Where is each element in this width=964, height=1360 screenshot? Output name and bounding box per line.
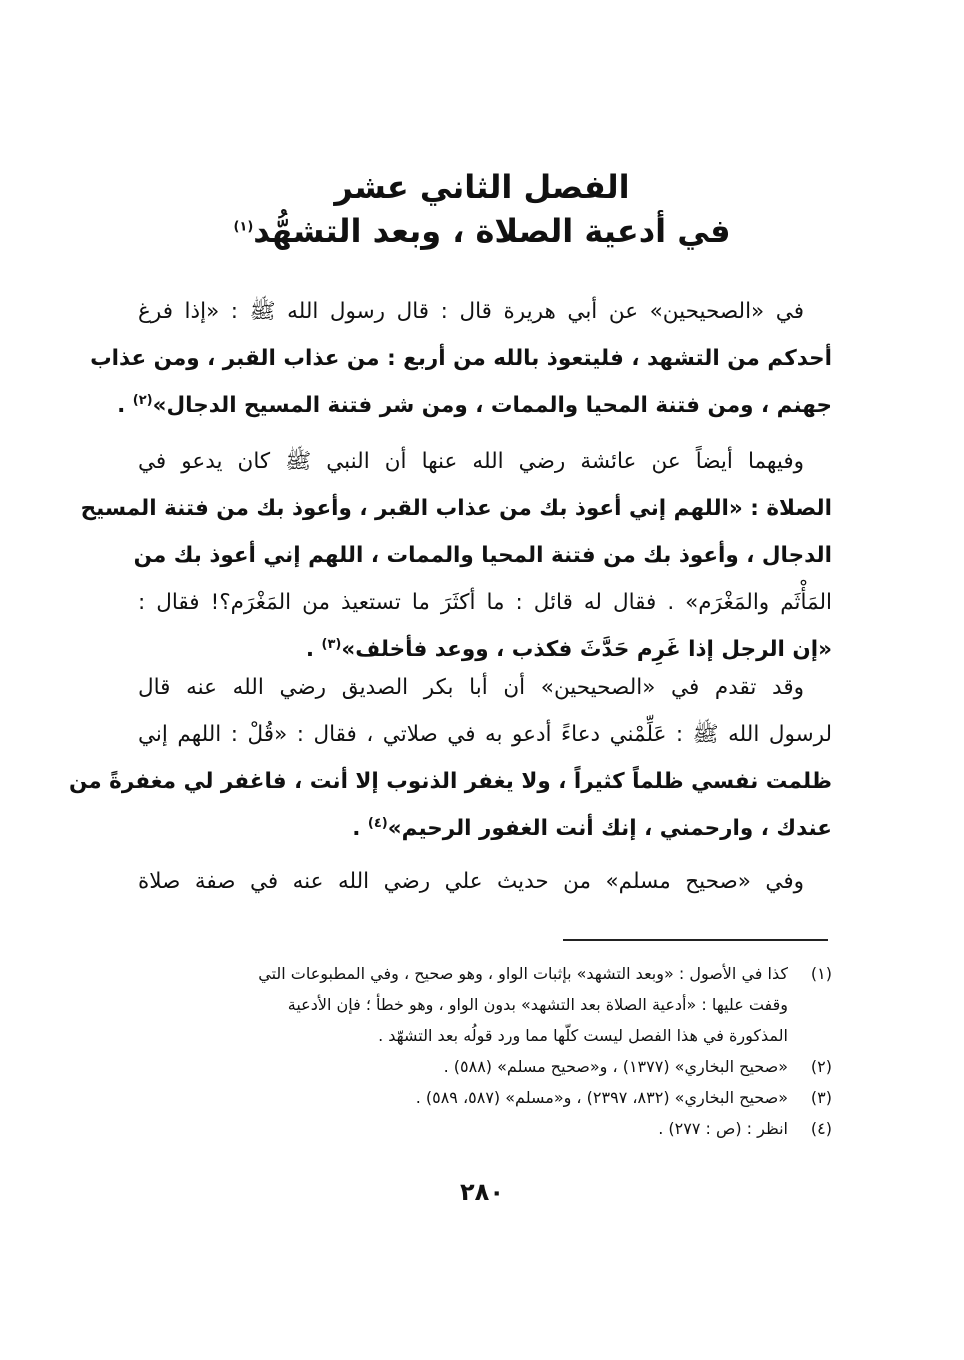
paragraph-3-line-3: ظلمت نفسي ظلماً كثيراً ، ولا يغفر الذنوب إلا أنت ، فاغفر لي مغفرةً من [68, 769, 832, 794]
chapter-subtitle [0, 212, 964, 250]
paragraph-2 [80, 438, 832, 673]
footnote-3 [138, 1082, 832, 1113]
footnotes [138, 958, 832, 1144]
paragraph-1-line-3-text: جهنم ، ومن فتنة المحيا والممات ، ومن شر فتنة المسيح الدجال» [152, 393, 832, 418]
footnote-4 [138, 1113, 832, 1144]
footnote-separator [563, 939, 828, 941]
footnote-1-cont [138, 989, 832, 1020]
footnote-ref-4: (٤) [367, 815, 388, 831]
paragraph-3-line-4-end: . [352, 816, 368, 841]
chapter-subtitle-text: في أدعية الصلاة ، وبعد التشهُّد [253, 212, 731, 250]
paragraph-1-line-3-end: . [117, 393, 133, 418]
paragraph-3-line-2: لرسول الله ﷺ : عَلِّمْني دعاءً أدعو به في صلاتي ، فقال : «قُلْ : اللهم إني [138, 722, 832, 747]
footnote-1 [138, 958, 832, 989]
footnote-text: «صحيح البخاري» (٨٣٢، ٢٣٩٧) ، و«مسلم» (٥٨٧، ٥٨٩) . [415, 1088, 788, 1107]
paragraph-4 [138, 858, 832, 905]
footnote-number: (٣) [810, 1088, 832, 1107]
footnote-text: انظر : (ص : ٢٧٧) . [658, 1119, 788, 1138]
paragraph-2-line-2: الصلاة : «اللهم إني أعوذ بك من عذاب القبر ، وأعوذ بك من فتنة المسيح [80, 496, 832, 521]
paragraph-3-line-1: وقد تقدم في «الصحيحين» أن أبا بكر الصديق رضي الله عنه قال [138, 675, 804, 700]
footnote-text: كذا في الأصول : «وبعد التشهد» بإثبات الواو ، وهو صحيح ، وفي المطبوعات التي [258, 964, 788, 983]
paragraph-3 [68, 664, 832, 852]
paragraph-3-line-4-text: عندك ، وارحمني ، إنك أنت الغفور الرحيم» [387, 816, 832, 841]
footnote-2 [138, 1051, 832, 1082]
paragraph-2-line-4: المَأْثَم والمَغْرَم» . فقال له قائل : ما أكثَرَ ما تستعيذ من المَغْرَم؟! فقال : [138, 590, 832, 615]
footnote-number: (١) [810, 964, 832, 983]
paragraph-1 [90, 288, 832, 429]
footnote-number: (٢) [810, 1057, 832, 1076]
footnote-indent [788, 1020, 832, 1051]
paragraph-4-line-1: وفي «صحيح مسلم» من حديث علي رضي الله عنه في صفة صلاة [138, 869, 804, 894]
paragraph-3-line-4 [138, 805, 832, 852]
paragraph-2-line-1: وفيهما أيضاً عن عائشة رضي الله عنها أن النبي ﷺ كان يدعو في [138, 449, 804, 474]
paragraph-2-line-5-end: . [305, 637, 322, 662]
paragraph-1-line-1: في «الصحيحين» عن أبي هريرة قال : قال رسول الله ﷺ : «إذا فرغ [138, 299, 804, 324]
paragraph-2-line-5-text: «إن الرجل إذا غَرِم حَدَّثَ فكذب ، ووعد فأخلف» [341, 637, 832, 662]
footnote-1-cont [138, 1020, 832, 1051]
paragraph-1-line-2: أحدكم من التشهد ، فليتعوذ بالله من أربع : من عذاب القبر ، ومن عذاب [90, 346, 832, 371]
paragraph-2-line-3: الدجال ، وأعوذ بك من فتنة المحيا والممات ، اللهم إني أعوذ بك من [133, 543, 832, 568]
footnote-text: المذكورة في هذا الفصل ليست كلّها مما ورد قولُه بعد التشهّد . [378, 1026, 788, 1045]
page-number: ٢٨٠ [460, 1178, 504, 1206]
footnote-indent [788, 989, 832, 1020]
footnote-ref-1: (١) [233, 219, 254, 235]
footnote-text: «صحيح البخاري» (١٣٧٧) ، و«صحيح مسلم» (٥٨٨) . [443, 1057, 788, 1076]
footnote-ref-2: (٢) [132, 392, 153, 408]
footnote-ref-3: (٣) [321, 636, 342, 652]
footnote-number: (٤) [810, 1119, 832, 1138]
chapter-title: الفصل الثاني عشر [334, 168, 630, 206]
paragraph-1-line-3 [117, 382, 832, 429]
footnote-text: وقفت عليها : «أدعية الصلاة بعد التشهد» بدون الواو ، وهو خطأ ؛ فإن الأدعية [287, 995, 788, 1014]
